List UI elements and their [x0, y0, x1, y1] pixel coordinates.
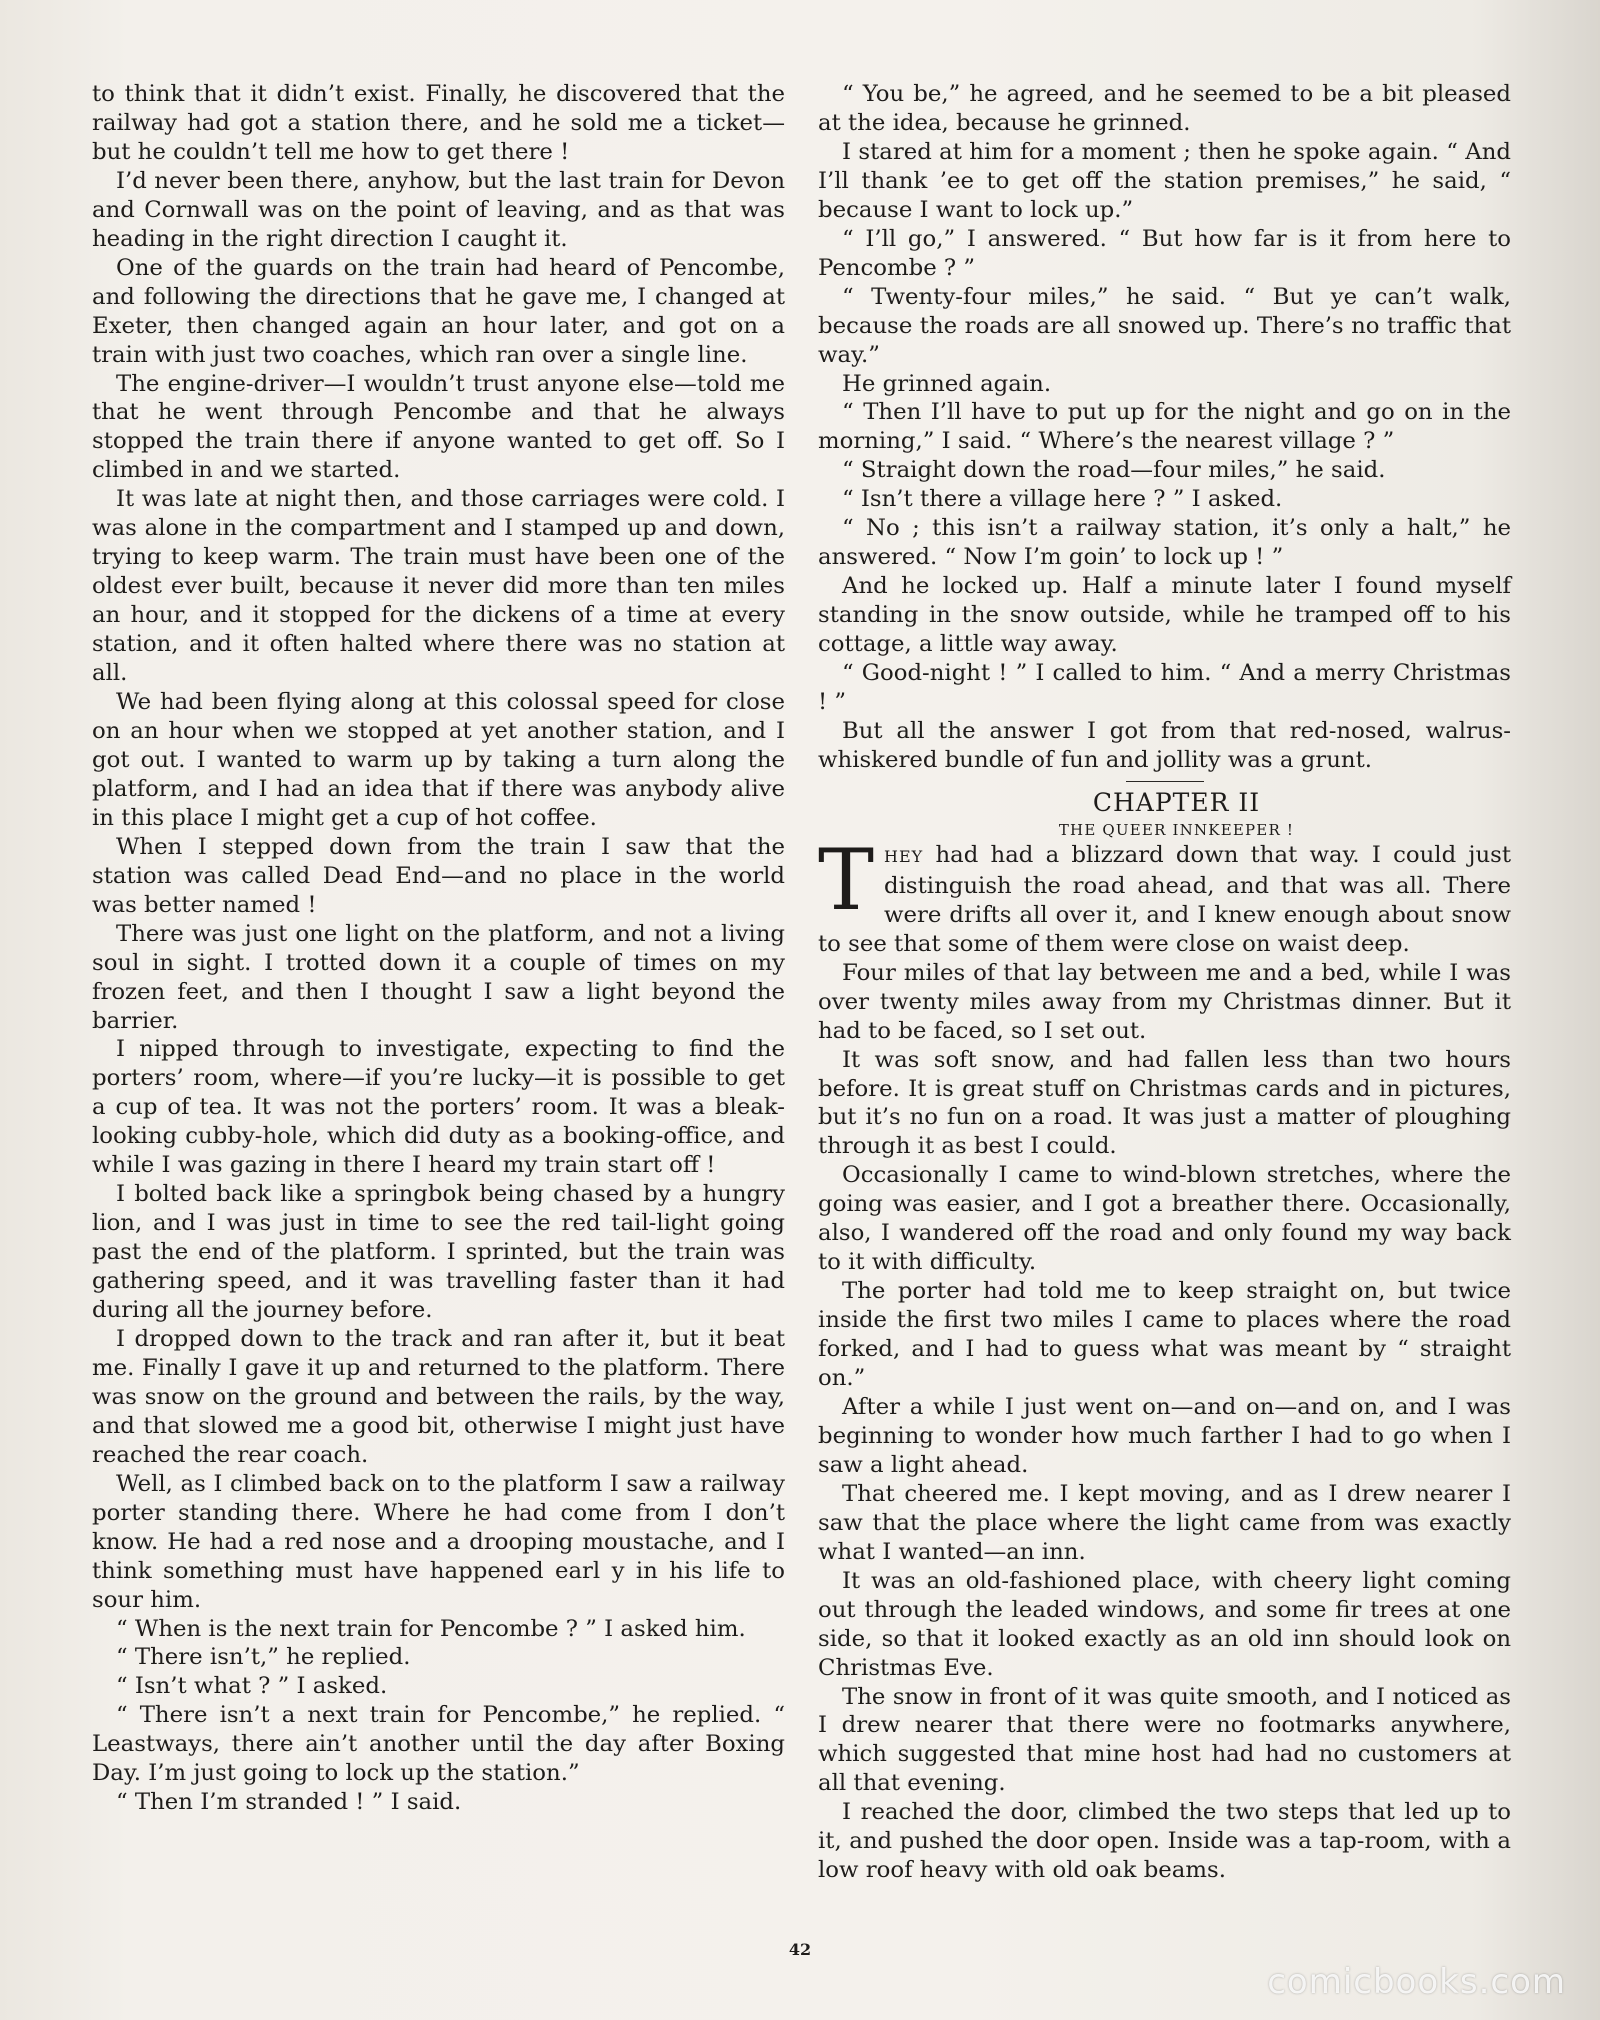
paragraph: The snow in front of it was quite smooth, and I noticed as I drew nearer that there were no footmarks anywhere, which suggested that mine host had had no customers at all that evening.: [818, 1683, 1511, 1797]
paragraph: One of the guards on the train had heard of Pencombe, and following the directions that he gave me, I changed at Exeter, then changed again an hour later, and got on a train with just two coaches, which ran over a single line.: [92, 254, 785, 368]
paragraph: There was just one light on the platform, and not a living soul in sight. I trotted down it a couple of times on my frozen feet, and then I thought I saw a light beyond the barrier.: [92, 920, 785, 1034]
dialogue-line: “ Twenty-four miles,” he said. “ But ye can’t walk, because the roads are all snowed up. There’s no traffic that way.”: [818, 283, 1511, 368]
paragraph: The porter had told me to keep straight on, but twice inside the first two miles I came to places where the road forked, and I had to guess what was meant by “ straight on.”: [818, 1278, 1511, 1392]
paragraph: The engine-driver—I wouldn’t trust anyone else—told me that he went through Pencombe and that he always stopped the train there if anyone wanted to get off. So I climbed in and we started.: [92, 370, 785, 484]
paragraph: That cheered me. I kept moving, and as I drew nearer I saw that the place where the light came from was exactly what I wanted—an inn.: [818, 1480, 1511, 1565]
opening-text: had had a blizzard down that way. I could just distinguish the road ahead, and that was all. There were drifts all over it, and I knew enough about snow to see that some of them were close on waist deep.: [818, 841, 1511, 957]
dialogue-line: “ No ; this isn’t a railway station, it’s only a halt,” he answered. “ Now I’m goin’ to lock up ! ”: [818, 515, 1511, 571]
dialogue-line: “ Then I’m stranded ! ” I said.: [116, 1789, 462, 1816]
chapter-opening-paragraph: [818, 830, 1511, 959]
opening-smallcaps: HEY: [884, 846, 924, 866]
paragraph: And he locked up. Half a minute later I found myself standing in the snow outside, while he tramped off to his cottage, a little way away.: [818, 573, 1511, 658]
paragraph: I’d never been there, anyhow, but the last train for Devon and Cornwall was on the point of leaving, and as that was heading in the right direction I caught it.: [92, 167, 785, 252]
paragraph: It was an old-fashioned place, with cheery light coming out through the leaded windows, and some fir trees at one side, so that it looked exactly as an old inn should look on Christmas Eve.: [818, 1567, 1511, 1681]
section-divider: [1126, 781, 1204, 782]
paragraph: I dropped down to the track and ran after it, but it beat me. Finally I gave it up and returned to the platform. There was snow on the ground and between the rails, by the way, and that slowed me a good bit, otherwise I might just have reached the rear coach.: [92, 1325, 785, 1468]
paragraph: I reached the door, climbed the two steps that led up to it, and pushed the door open. Inside was a tap-room, with a low roof heavy with old oak beams.: [818, 1799, 1511, 1884]
page-number: 42: [788, 1940, 812, 1959]
paragraph: It was soft snow, and had fallen less than two hours before. It is great stuff on Christmas cards and in pictures, but it’s no fun on a road. It was just a matter of ploughing through it as best I could.: [818, 1046, 1511, 1160]
dialogue-line: “ You be,” he agreed, and he seemed to be a bit pleased at the idea, because he grinned.: [818, 81, 1511, 136]
dialogue-line: “ There isn’t a next train for Pencombe,” he replied. “ Leastways, there ain’t another until the day after Boxing Day. I’m just going to lock up the station.”: [92, 1702, 785, 1787]
dialogue-line: “ Then I’ll have to put up for the night and go on in the morning,” I said. “ Where’s the nearest village ? ”: [818, 399, 1511, 455]
right-text-column: [818, 80, 1511, 1885]
paragraph: After a while I just went on—and on—and on, and I was beginning to wonder how much farther I had to go when I saw a light ahead.: [818, 1393, 1511, 1478]
paragraph: to think that it didn’t exist. Finally, he discovered that the railway had got a station there, and he sold me a ticket—but he couldn’t tell me how to get there !: [92, 81, 785, 165]
paragraph: Four miles of that lay between me and a bed, while I was over twenty miles away from my Christmas dinner. But it had to be faced, so I set out.: [818, 959, 1511, 1044]
chapter-subtitle: THE QUEER INNKEEPER !: [1058, 820, 1295, 839]
watermark: comicbooks.com: [1267, 1962, 1566, 2002]
chapter-heading: CHAPTER II: [1092, 787, 1261, 817]
paragraph: We had been flying along at this colossal speed for close on an hour when we stopped at yet another station, and I got out. I wanted to warm up by taking a turn along the platform, and I had an idea that if there was anybody alive in this place I might get a cup of hot coffee.: [92, 689, 785, 831]
paragraph: Occasionally I came to wind-blown stretches, where the going was easier, and I got a breather there. Occasionally, also, I wandered off the road and only found my way back to it with difficulty.: [818, 1162, 1511, 1276]
paragraph: When I stepped down from the train I saw that the station was called Dead End—and no place in the world was better named !: [92, 833, 785, 918]
dialogue-line: “ Straight down the road—four miles,” he said.: [842, 457, 1386, 484]
dialogue-line: “ There isn’t,” he replied.: [116, 1644, 411, 1671]
dialogue-line: “ I’ll go,” I answered. “ But how far is it from here to Pencombe ? ”: [818, 225, 1511, 281]
paragraph: It was late at night then, and those carriages were cold. I was alone in the compartment and I stamped up and down, trying to keep warm. The train must have been one of the oldest ever built, because it never did more than ten miles an hour, and it stopped for the dickens of a time at every station, and it often halted where there was no station at all.: [92, 486, 785, 687]
dialogue-line: “ When is the next train for Pencombe ? ” I asked him.: [116, 1615, 746, 1642]
paragraph: But all the answer I got from that red-nosed, walrus-whiskered bundle of fun and jollity was a grunt.: [818, 717, 1511, 773]
paragraph: I stared at him for a moment ; then he spoke again. “ And I’ll thank ’ee to get off the station premises,” he said, “ because I want to lock up.”: [818, 138, 1511, 223]
paragraph: He grinned again.: [842, 370, 1052, 397]
dialogue-line: “ Isn’t what ? ” I asked.: [116, 1673, 388, 1700]
dialogue-line: “ Isn’t there a village here ? ” I asked.: [842, 486, 1283, 513]
drop-cap: T: [818, 830, 875, 929]
left-text-column: [92, 80, 785, 1817]
dialogue-line: “ Good-night ! ” I called to him. “ And a merry Christmas ! ”: [818, 660, 1511, 716]
paragraph: Well, as I climbed back on to the platform I saw a railway porter standing there. Where he had come from I don’t know. He had a red nose and a drooping moustache, and I think something must have happened earl y in his life to sour him.: [92, 1470, 785, 1613]
paragraph: I nipped through to investigate, expecting to find the porters’ room, where—if you’re lucky—it is possible to get a cup of tea. It was not the porters’ room. It was a bleak-looking cubby-hole, which did duty as a booking-office, and while I was gazing in there I heard my train start off !: [92, 1036, 785, 1179]
paragraph: I bolted back like a springbok being chased by a hungry lion, and I was just in time to see the red tail-light going past the end of the platform. I sprinted, but the train was gathering speed, and it was travelling faster than it had during all the journey before.: [92, 1181, 785, 1324]
